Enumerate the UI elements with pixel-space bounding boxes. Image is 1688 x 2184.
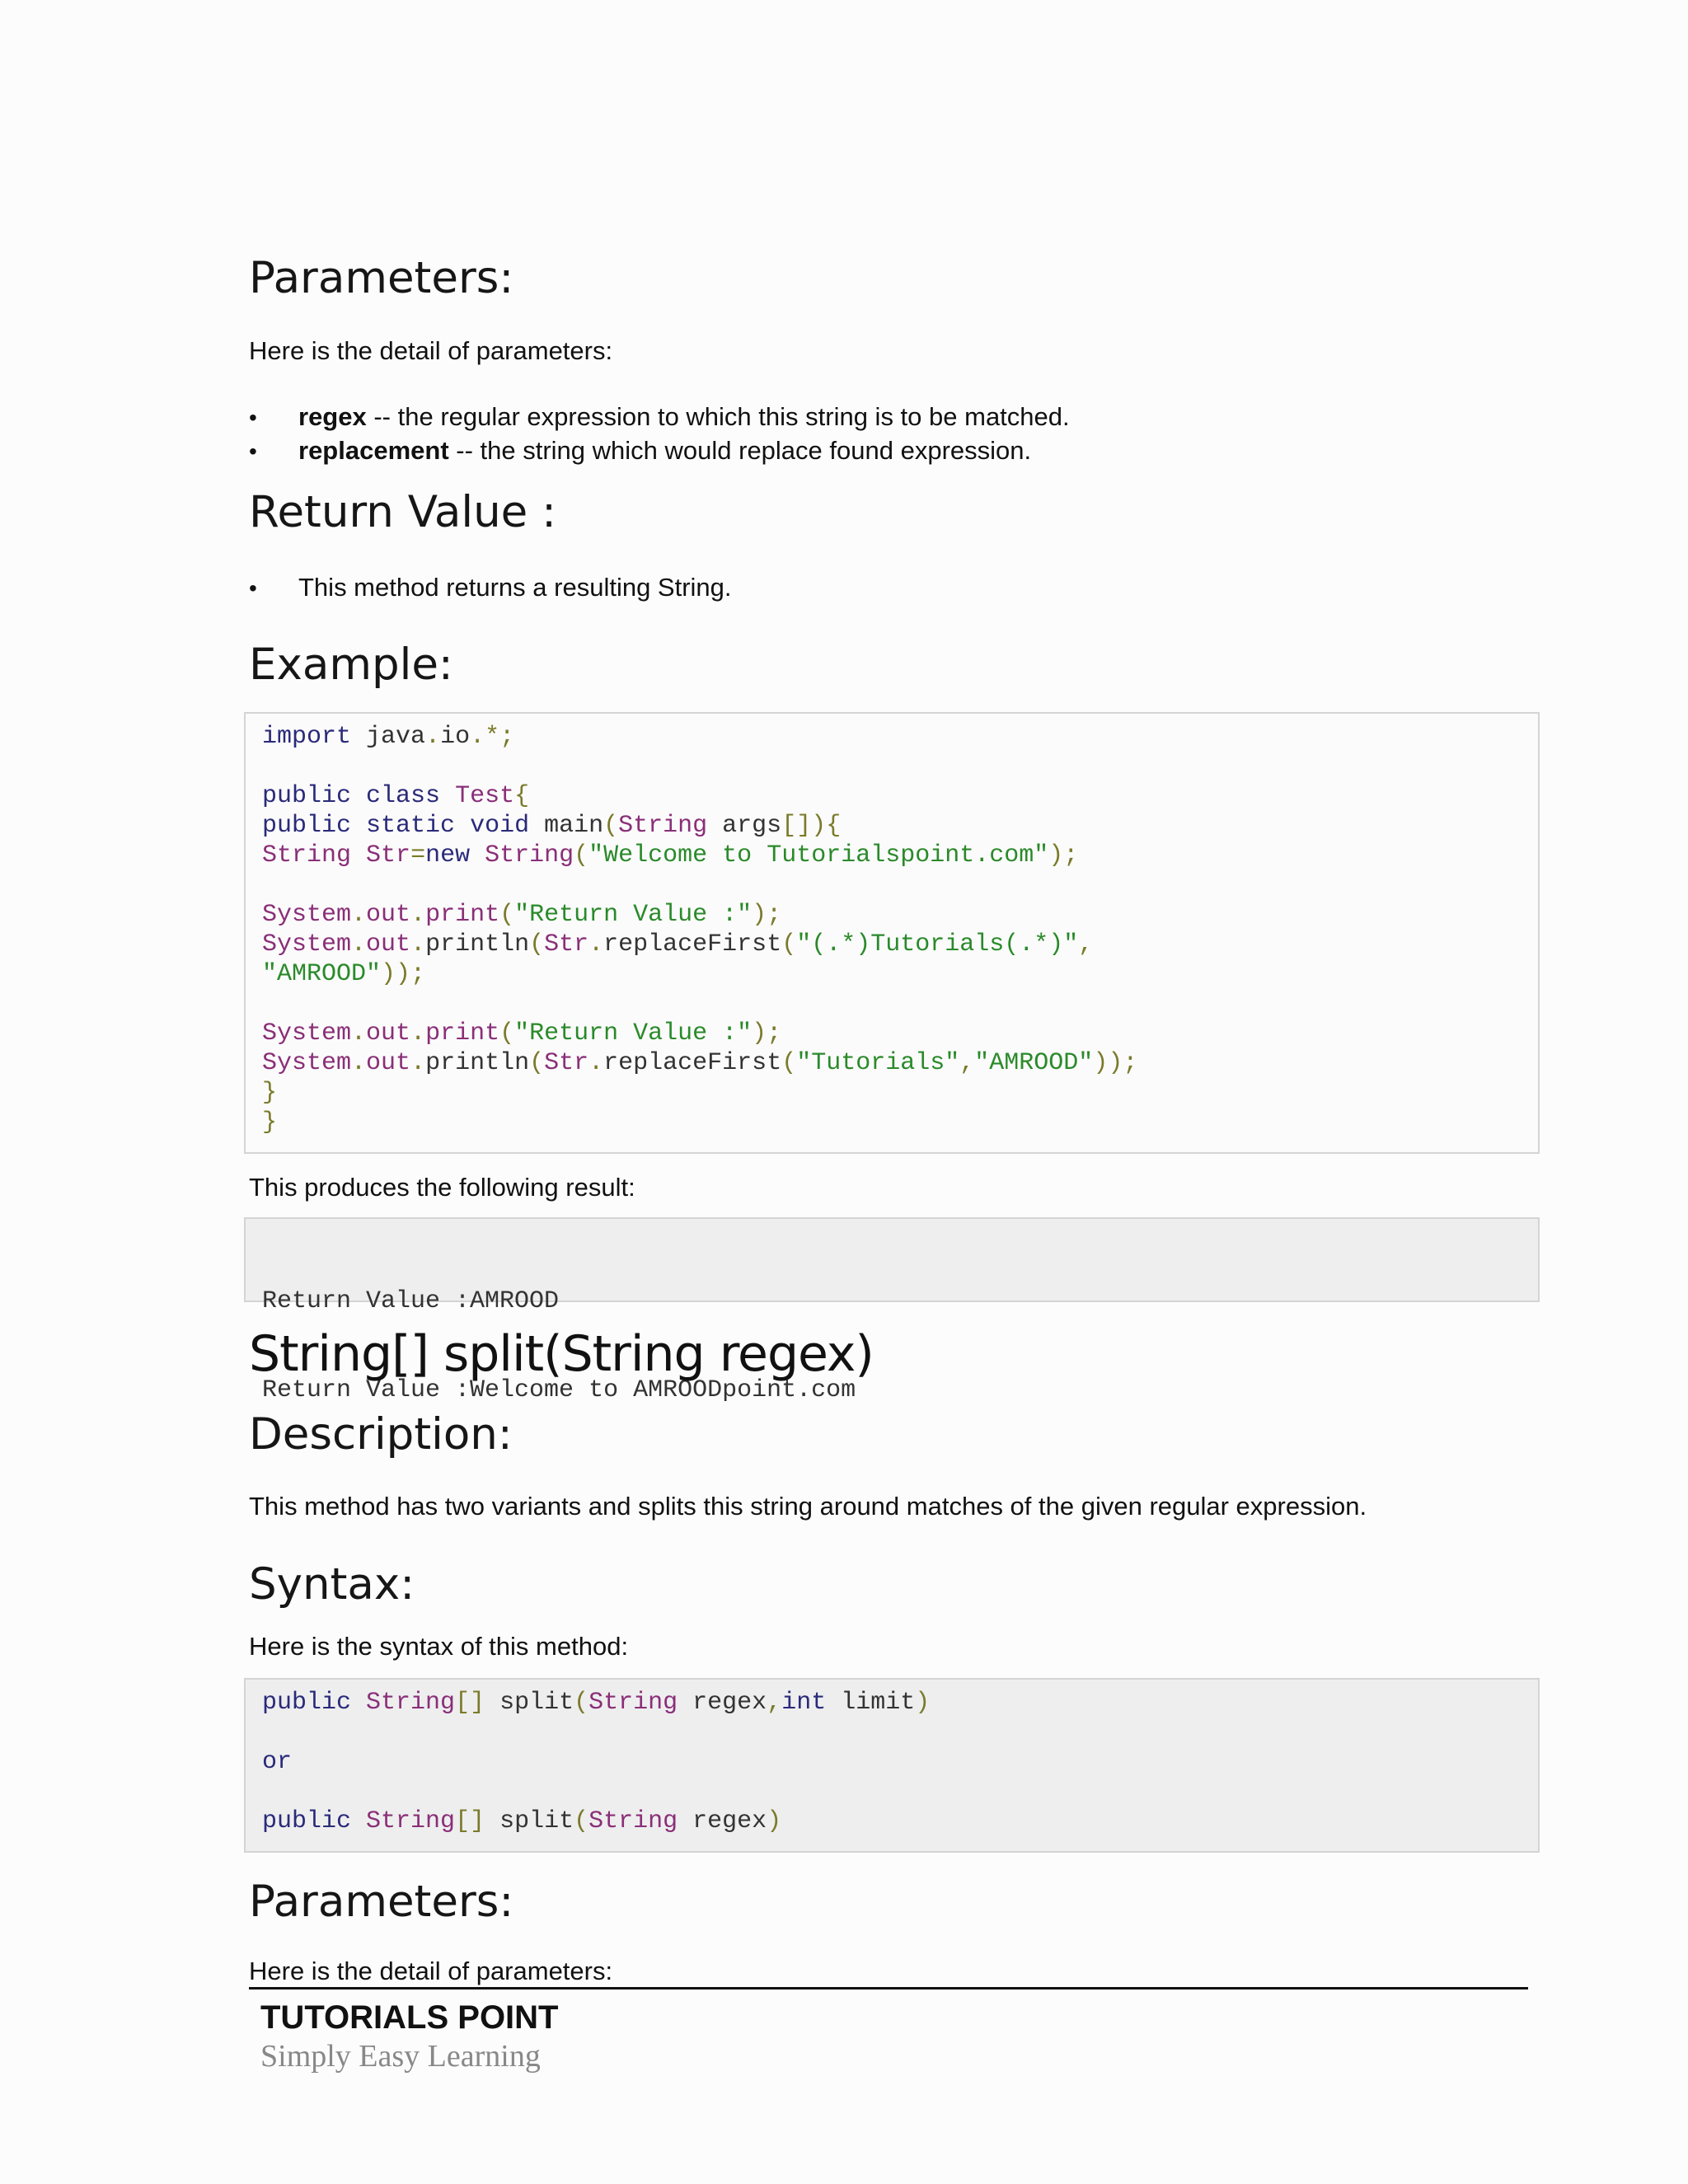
code-token: "Welcome to Tutorialspoint.com" <box>588 841 1049 869</box>
code-token: "Return Value :" <box>514 901 753 929</box>
code-token: ( <box>574 1807 589 1835</box>
parameters-intro-2: Here is the detail of parameters: <box>249 1957 613 1985</box>
code-token: print <box>425 901 500 929</box>
code-token <box>351 782 366 810</box>
footer-divider <box>249 1987 1528 1990</box>
code-token: import <box>262 723 352 751</box>
syntax-heading: Syntax: <box>249 1559 415 1610</box>
code-token: static <box>366 812 456 840</box>
code-token: , <box>959 1049 975 1077</box>
code-token: public <box>262 812 352 840</box>
example-heading: Example: <box>249 640 453 690</box>
code-token: split <box>485 1689 574 1717</box>
code-token: { <box>514 782 530 810</box>
code-line <box>262 722 1522 752</box>
code-token: ); <box>1048 841 1079 869</box>
code-token: . <box>351 930 367 958</box>
code-token: [] <box>455 1807 485 1835</box>
code-token: regex <box>678 1689 767 1717</box>
code-token: "AMROOD" <box>262 960 382 988</box>
code-token: out <box>366 1049 411 1077</box>
code-line <box>262 1777 1522 1807</box>
code-token: "Tutorials" <box>796 1049 960 1077</box>
code-line <box>262 900 1522 930</box>
code-token: . <box>588 930 604 958</box>
syntax-code-block <box>244 1678 1540 1853</box>
param-desc: -- the string which would replace found expression. <box>448 436 1032 465</box>
code-token: System <box>262 1019 352 1047</box>
code-token: println <box>425 930 530 958</box>
footer-tagline: Simply Easy Learning <box>260 2039 541 2074</box>
code-line <box>262 811 1522 841</box>
code-line <box>262 870 1522 900</box>
code-token: System <box>262 930 352 958</box>
code-token: String <box>262 841 352 869</box>
code-token: ); <box>752 1019 782 1047</box>
code-token: replaceFirst <box>603 1049 782 1077</box>
param-name: regex <box>298 402 367 431</box>
code-token: ( <box>603 812 619 840</box>
code-token <box>351 1689 366 1717</box>
code-token: . <box>351 1049 367 1077</box>
code-token: Str <box>366 841 411 869</box>
code-token: args <box>707 812 782 840</box>
code-token: ( <box>529 930 545 958</box>
code-token: String <box>618 812 708 840</box>
code-token: ( <box>781 930 797 958</box>
code-token: , <box>767 1689 782 1717</box>
code-token: .*; <box>470 723 515 751</box>
code-token <box>440 782 455 810</box>
code-token <box>351 1807 366 1835</box>
code-token: limit <box>826 1689 916 1717</box>
code-token: . <box>410 901 426 929</box>
code-token: ); <box>752 901 782 929</box>
parameters-heading-2: Parameters: <box>249 1877 514 1927</box>
code-token: } <box>262 1079 278 1107</box>
param-item-regex <box>249 404 1070 429</box>
code-line <box>262 1807 1522 1836</box>
code-token: "AMROOD" <box>974 1049 1094 1077</box>
bullet-icon: • <box>249 438 257 464</box>
code-token: String <box>366 1807 456 1835</box>
code-line <box>262 752 1522 781</box>
code-token: )); <box>381 960 426 988</box>
parameters-intro: Here is the detail of parameters: <box>249 336 613 365</box>
code-token: ( <box>499 901 515 929</box>
param-item-replacement <box>249 438 1031 463</box>
code-token: java <box>351 723 426 751</box>
code-token: ) <box>767 1807 782 1835</box>
code-token: ( <box>529 1049 545 1077</box>
code-token <box>470 841 485 869</box>
code-token: public <box>262 1807 352 1835</box>
code-token: ( <box>781 1049 797 1077</box>
code-token: class <box>366 782 441 810</box>
return-item-text: This method returns a resulting String. <box>298 573 732 602</box>
code-token: regex <box>678 1807 767 1835</box>
param-name: replacement <box>298 436 449 465</box>
code-token: . <box>410 1019 426 1047</box>
code-token: [] <box>455 1689 485 1717</box>
code-token: io <box>440 723 471 751</box>
code-token <box>351 812 366 840</box>
code-token: . <box>351 901 367 929</box>
code-token: , <box>1078 930 1094 958</box>
code-token: } <box>262 1108 278 1137</box>
code-token: or <box>262 1748 293 1776</box>
code-token: public <box>262 782 352 810</box>
code-token: String <box>588 1807 678 1835</box>
code-token: out <box>366 901 411 929</box>
code-token: . <box>351 1019 367 1047</box>
footer-brand: TUTORIALS POINT <box>260 1999 559 2036</box>
result-line: Return Value :Welcome to AMROODpoint.com <box>262 1376 856 1404</box>
code-token: out <box>366 930 411 958</box>
code-line <box>262 1108 1522 1137</box>
code-line <box>262 1718 1522 1747</box>
method-title: String[] split(String regex) <box>249 1325 874 1383</box>
code-token: split <box>485 1807 574 1835</box>
code-token: out <box>366 1019 411 1047</box>
result-line: Return Value :AMROOD <box>262 1287 560 1315</box>
code-token <box>455 812 470 840</box>
syntax-intro: Here is the syntax of this method: <box>249 1632 629 1661</box>
parameters-heading: Parameters: <box>249 253 514 303</box>
param-desc: -- the regular expression to which this string is to be matched. <box>366 402 1070 431</box>
code-line <box>262 1078 1522 1108</box>
code-token: Str <box>544 1049 589 1077</box>
code-line <box>262 1747 1522 1777</box>
code-line <box>262 1019 1522 1048</box>
code-token: main <box>529 812 604 840</box>
description-text: This method has two variants and splits this string around matches of the given regular expression. <box>249 1492 1367 1521</box>
code-line <box>262 1048 1522 1078</box>
code-line <box>262 989 1522 1019</box>
code-token: . <box>410 1049 426 1077</box>
code-token: ( <box>574 1689 589 1717</box>
code-token: . <box>588 1049 604 1077</box>
code-token: ( <box>499 1019 515 1047</box>
return-value-heading: Return Value : <box>249 487 556 537</box>
return-item <box>249 574 732 600</box>
code-line <box>262 781 1522 811</box>
code-token: ( <box>574 841 589 869</box>
code-token: . <box>410 930 426 958</box>
code-token: Test <box>455 782 515 810</box>
code-line <box>262 959 1522 989</box>
code-token: public <box>262 1689 352 1717</box>
code-token: println <box>425 1049 530 1077</box>
code-token: print <box>425 1019 500 1047</box>
code-token: . <box>425 723 441 751</box>
code-line <box>262 1688 1522 1718</box>
code-token: new <box>425 841 471 869</box>
code-token: ) <box>915 1689 931 1717</box>
example-code-block <box>244 712 1540 1154</box>
code-token: Str <box>544 930 589 958</box>
code-token: System <box>262 1049 352 1077</box>
code-token: String <box>588 1689 678 1717</box>
code-line <box>262 930 1522 959</box>
code-token: replaceFirst <box>603 930 782 958</box>
code-token <box>351 841 366 869</box>
code-token: = <box>410 841 426 869</box>
code-token: String <box>366 1689 456 1717</box>
code-token: int <box>781 1689 827 1717</box>
bullet-icon: • <box>249 575 257 601</box>
code-token: "Return Value :" <box>514 1019 753 1047</box>
code-line <box>262 841 1522 870</box>
description-heading: Description: <box>249 1409 513 1460</box>
code-token: System <box>262 901 352 929</box>
code-token: void <box>470 812 530 840</box>
bullet-icon: • <box>249 405 257 430</box>
code-token: "(.*)Tutorials(.*)" <box>796 930 1079 958</box>
code-token: String <box>485 841 574 869</box>
code-token: []){ <box>781 812 842 840</box>
result-intro: This produces the following result: <box>249 1173 635 1202</box>
code-token: )); <box>1093 1049 1138 1077</box>
